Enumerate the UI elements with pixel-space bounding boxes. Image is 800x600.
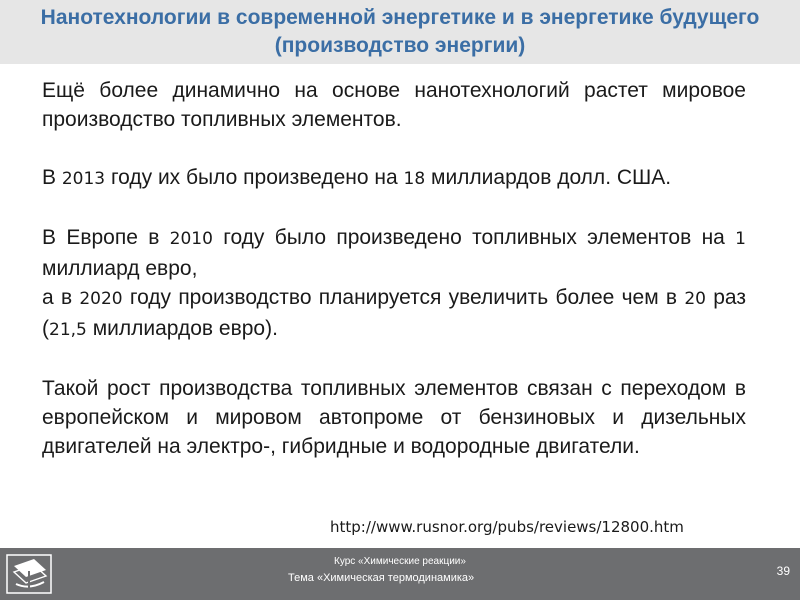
university-logo-icon: [6, 554, 52, 594]
slide-footer: [0, 548, 800, 600]
paragraph-2: В 2013 году их было произведено на 18 миллиардов долл. США.: [42, 166, 672, 189]
topic-label: Тема «Химическая термодинамика»: [288, 572, 475, 584]
paragraph-spacer: [42, 134, 746, 163]
paragraph-5: Такой рост производства топливных элементов связан с переходом в европейском и мировом автопроме от бензиновых и дизельных двигателей на электро-, гибридные и водородные двигатели.: [42, 377, 746, 458]
slide-body: [42, 76, 746, 461]
paragraph-3: В Европе в 2010 году было произведено топливных элементов на 1 миллиард евро,: [42, 226, 746, 280]
slide-title: Нанотехнологии в современной энергетике и в энергетике будущего (производство энергии): [40, 6, 760, 57]
paragraph-spacer: [42, 194, 746, 223]
page-number: 39: [776, 564, 790, 578]
course-label: Курс «Химические реакции»: [334, 556, 466, 567]
paragraph-1: Ещё более динамично на основе нанотехнологий растет мировое производство топливных элементов.: [42, 79, 746, 131]
source-link[interactable]: http://www.rusnor.org/pubs/reviews/12800.htm: [330, 518, 684, 536]
slide-header: [0, 0, 800, 64]
paragraph-spacer: [42, 345, 746, 374]
paragraph-4: а в 2020 году производство планируется увеличить более чем в 20 раз (21,5 миллиардов евро).: [42, 286, 746, 340]
